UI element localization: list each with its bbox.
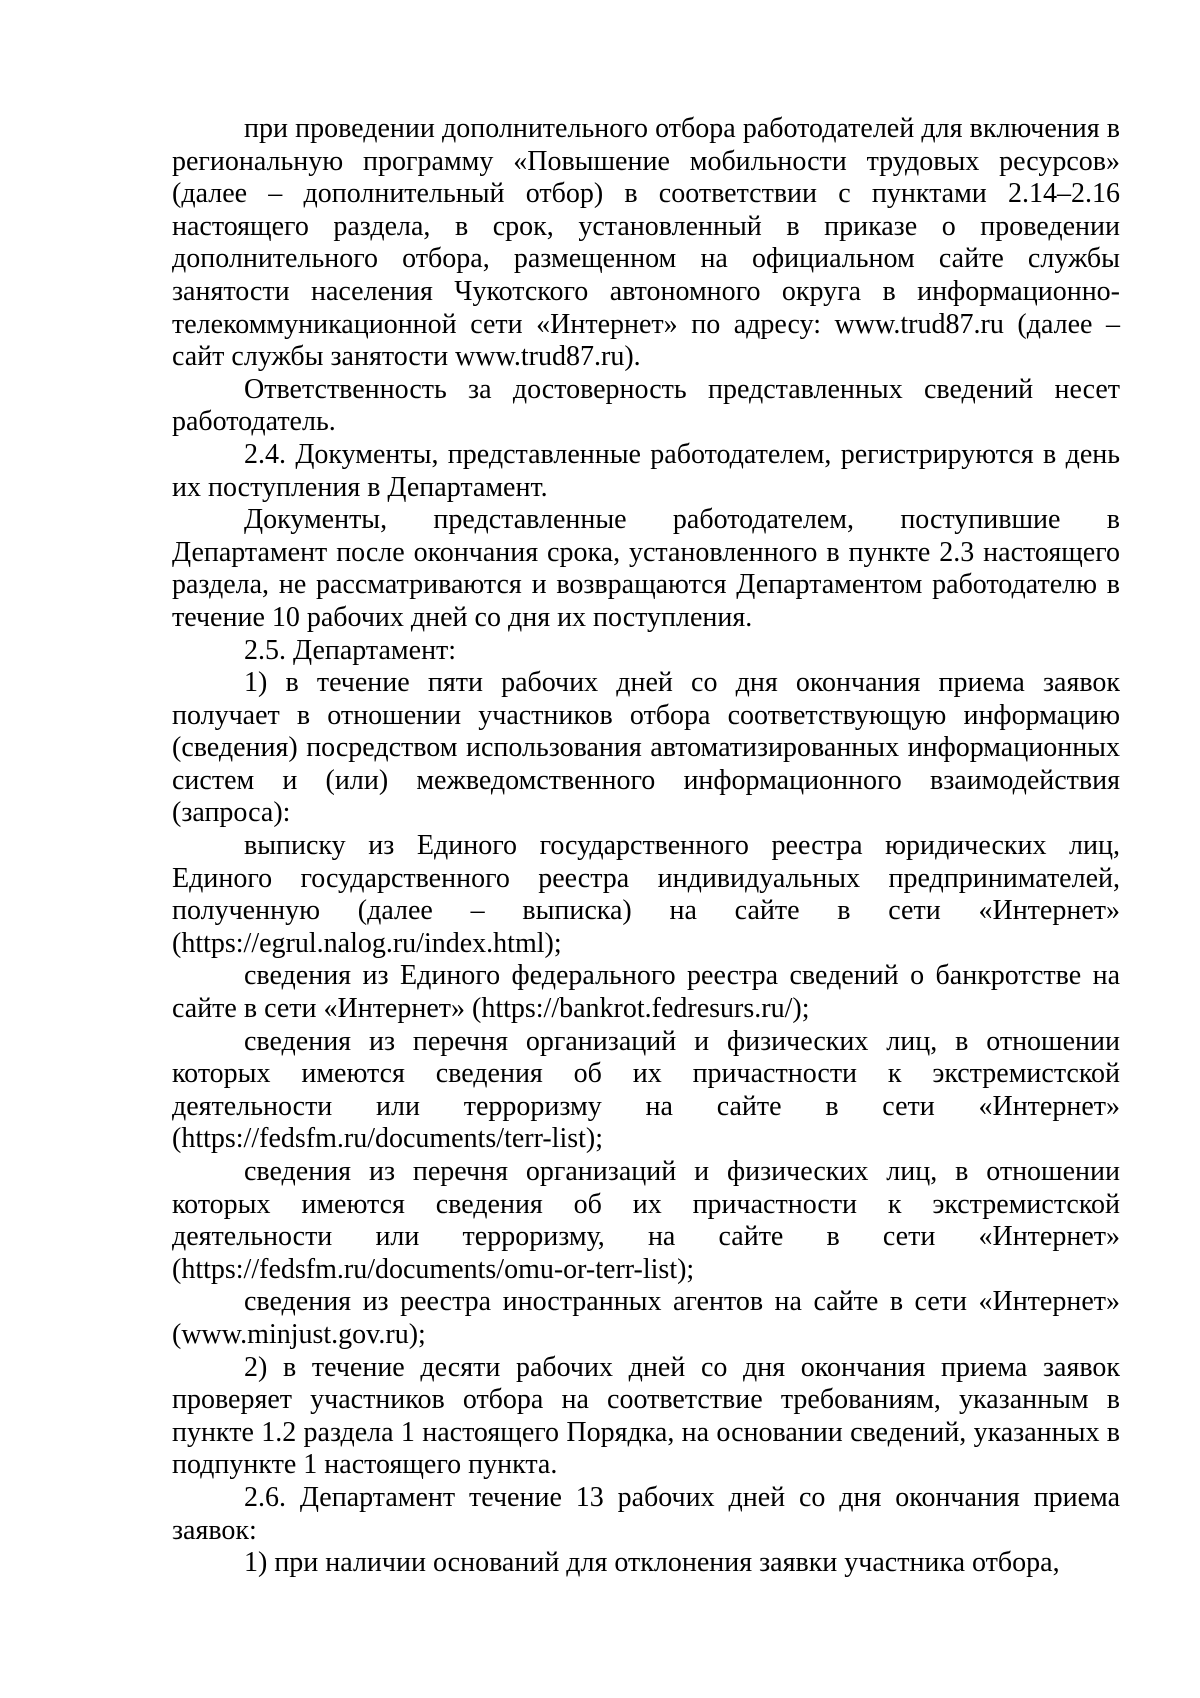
paragraph-responsibility: Ответственность за достоверность представленных сведений несет работодатель. — [172, 373, 1120, 438]
paragraph-egrul-extract: выписку из Единого государственного реестра юридических лиц, Единого государственного реестра индивидуальных предпринимателей, полученную (далее – выписка) на сайте в сети «Интернет» (https://egrul.nalog.ru/index.html); — [172, 830, 1120, 959]
paragraph-omu-terr-list: сведения из перечня организаций и физических лиц, в отношении которых имеются сведения об их причастности к экстремистской деятельности или терроризму, на сайте в сети «Интернет» (https://fedsfm.ru/documents/omu-or-terr-list); — [172, 1156, 1120, 1285]
paragraph-2-5-item-1: 1) в течение пяти рабочих дней со дня окончания приема заявок получает в отношении участников отбора соответствующую информацию (сведения) посредством использования автоматизированных информационных систем и (или) межведомственного информационного взаимодействия (запроса): — [172, 667, 1120, 829]
paragraph-2-6: 2.6. Департамент течение 13 рабочих дней со дня окончания приема заявок: — [172, 1481, 1120, 1546]
paragraph-2-4-late-documents: Документы, представленные работодателем, поступившие в Департамент после окончания срока, установленного в пункте 2.3 настоящего раздела, не рассматриваются и возвращаются Департаментом работодателю в течение 10 рабочих дней со дня их поступления. — [172, 504, 1120, 633]
paragraph-2-5-item-2: 2) в течение десяти рабочих дней со дня окончания приема заявок проверяет участников отбора на соответствие требованиям, указанным в пункте 1.2 раздела 1 настоящего Порядка, на основании сведений, указанных в подпункте 1 настоящего пункта. — [172, 1351, 1120, 1481]
paragraph-2-4: 2.4. Документы, представленные работодателем, регистрируются в день их поступления в Департамент. — [172, 438, 1120, 503]
paragraph-2-6-item-1: 1) при наличии оснований для отклонения заявки участника отбора, — [244, 1547, 1060, 1579]
paragraph-bankruptcy-registry: сведения из Единого федерального реестра сведений о банкротстве на сайте в сети «Интернет» (https://bankrot.fedresurs.ru/); — [172, 960, 1120, 1025]
paragraph-terr-list: сведения из перечня организаций и физических лиц, в отношении которых имеются сведения об их причастности к экстремистской деятельности или терроризму на сайте в сети «Интернет» (https://fedsfm.ru/documents/terr-list); — [172, 1025, 1120, 1155]
paragraph-continuation: при проведении дополнительного отбора работодателей для включения в региональную программу «Повышение мобильности трудовых ресурсов» (далее – дополнительный отбор) в соответствии с пунктами 2.14–2.16 настоящего раздела, в срок, установленный в приказе о проведении дополнительного отбора, размещенном на официальном сайте службы занятости населения Чукотского автономного округа в информационно-телекоммуникационной сети «Интернет» по адресу: www.trud87.ru (далее – сайт службы занятости www.trud87.ru). — [172, 113, 1120, 373]
paragraph-2-5: 2.5. Департамент: — [244, 634, 457, 666]
document-body — [172, 113, 1120, 1580]
paragraph-foreign-agents: сведения из реестра иностранных агентов на сайте в сети «Интернет» (www.minjust.gov.ru); — [172, 1286, 1120, 1350]
